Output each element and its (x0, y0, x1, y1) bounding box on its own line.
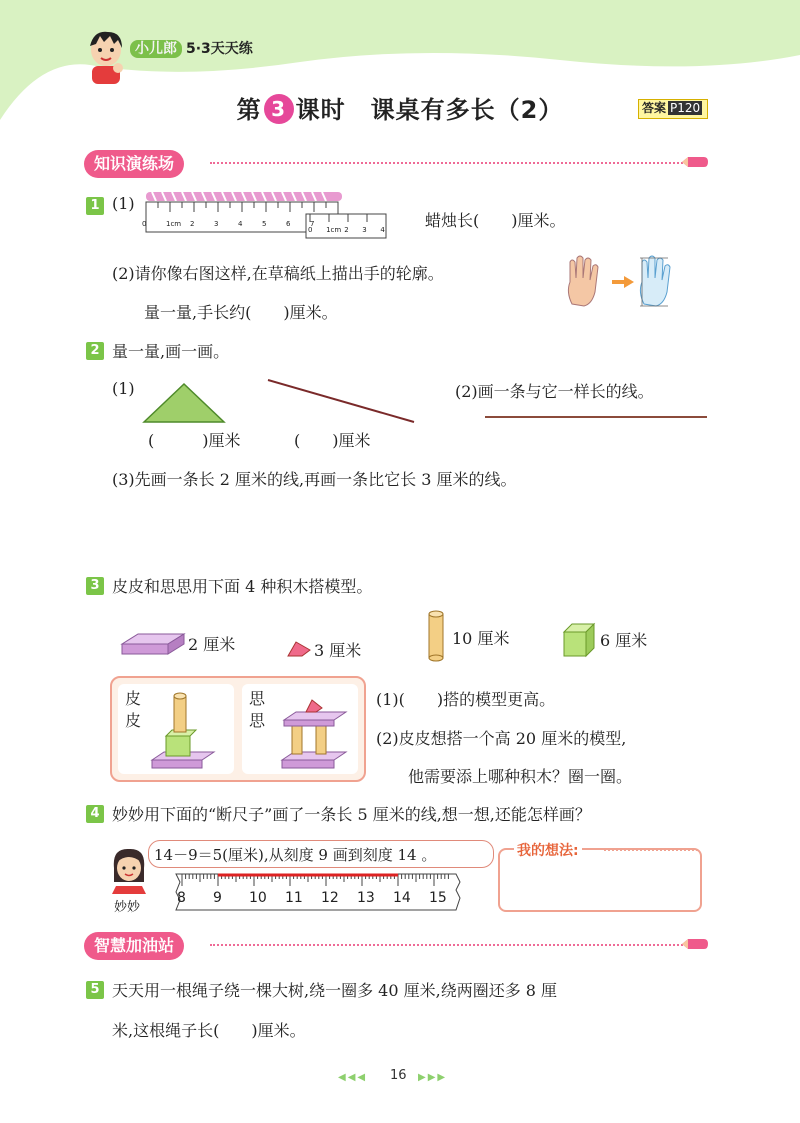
slanted-line-figure (266, 378, 416, 426)
q3-text: 皮皮和思思用下面 4 种积木搭模型。 (112, 577, 373, 596)
broken-ruler-tick: 12 (321, 890, 339, 906)
reference-line (485, 416, 707, 418)
pipi-model-figure (150, 690, 216, 772)
brand-logo: 小儿郎 (130, 40, 182, 58)
title-suffix: 课时 课桌有多长（2） (295, 96, 564, 124)
sisi-char: 思 (248, 711, 265, 730)
ruler2-tick: 1cm (326, 226, 342, 234)
pipi-label (124, 688, 142, 732)
brand (130, 38, 253, 58)
sisi-char: 思 (248, 689, 265, 708)
q3-sub1: (1)( )搭的模型更高。 (376, 690, 556, 709)
question-number-2: 2 (86, 342, 104, 360)
page-number: 16 (390, 1068, 407, 1083)
triangle-figure (142, 382, 226, 424)
q4-text: 妙妙用下面的“断尺子”画了一条长 5 厘米的线,想一想,还能怎样画？ (112, 805, 591, 824)
q1-part1-label: (1) (112, 194, 135, 213)
answer-label: 答案 (642, 101, 667, 115)
ruler2-tick: 2 (344, 226, 349, 234)
ruler1-tick: 7 (310, 220, 315, 228)
title-prefix: 第 (236, 96, 262, 124)
block3-label: 10 厘米 (452, 629, 510, 648)
right-arrows-icon: ▶▶▶ (418, 1072, 448, 1083)
q5-line2: 米,这根绳子长( )厘米。 (112, 1021, 306, 1040)
question-number-1: 1 (86, 197, 104, 215)
cube-block-icon (562, 622, 598, 658)
brand-text: 5·3天天练 (186, 41, 253, 57)
broken-ruler-tick: 11 (285, 890, 303, 906)
ruler1-tick: 6 (286, 220, 291, 228)
ruler1-tick: 4 (238, 220, 243, 228)
q2-part1-label: (1) (112, 379, 135, 398)
question-number-4: 4 (86, 805, 104, 823)
flat-block-icon (120, 630, 186, 658)
q3-sub2-line1: (2)皮皮想搭一个高 20 厘米的模型, (376, 729, 627, 748)
q2-blank2: ( )厘米 (294, 431, 371, 450)
block1-label: 2 厘米 (188, 635, 236, 654)
q2-part2-text: (2)画一条与它一样长的线。 (455, 382, 654, 401)
hand-outline-figure (562, 252, 672, 310)
sisi-label (248, 688, 266, 732)
girl-mascot-icon (108, 846, 150, 894)
pipi-char: 皮 (124, 711, 141, 730)
block4-label: 6 厘米 (600, 631, 648, 650)
ruler1-ticks (142, 220, 334, 228)
broken-ruler-tick: 10 (249, 890, 267, 906)
broken-ruler-tick: 15 (429, 890, 447, 906)
q1-part2-line1: (2)请你像右图这样,在草稿纸上描出手的轮廓。 (112, 264, 444, 283)
ruler2-tick: 4 (380, 226, 385, 234)
girl-name: 妙妙 (114, 900, 141, 915)
ruler1-tick: 0 (142, 220, 147, 228)
triangle-block-icon (286, 638, 312, 658)
ruler2-tick: 0 (308, 226, 313, 234)
answer-page: P120 (670, 101, 701, 115)
ruler2-tick: 3 (362, 226, 367, 234)
thoughts-divider (604, 849, 698, 851)
broken-ruler-tick: 13 (357, 890, 375, 906)
q2-blank1: ( )厘米 (148, 431, 241, 450)
section-practice: 知识演练场 (84, 150, 184, 178)
question-number-5: 5 (86, 981, 104, 999)
pencil-icon (682, 155, 708, 169)
broken-ruler-ticks (177, 890, 465, 906)
left-arrows-icon: ◀◀◀ (338, 1072, 368, 1083)
speech-bubble-text: 14－9＝5(厘米),从刻度 9 画到刻度 14 。 (154, 846, 437, 864)
question-number-3: 3 (86, 577, 104, 595)
lesson-number: 3 (264, 94, 294, 124)
boy-mascot-icon (84, 28, 128, 84)
ruler1-tick: 5 (262, 220, 267, 228)
ruler2-ticks (308, 226, 388, 234)
sisi-model-figure (280, 696, 350, 772)
section-wisdom: 智慧加油站 (84, 932, 184, 960)
broken-ruler-tick: 9 (213, 890, 222, 906)
ruler1-tick: 2 (190, 220, 195, 228)
q2-text: 量一量,画一画。 (112, 342, 230, 361)
q2-part3-text: (3)先画一条长 2 厘米的线,再画一条比它长 3 厘米的线。 (112, 470, 517, 489)
broken-ruler-tick: 14 (393, 890, 411, 906)
pipi-char: 皮 (124, 689, 141, 708)
ruler1-tick: 1cm (166, 220, 182, 228)
section-divider (210, 944, 686, 946)
q1-part2-line2: 量一量,手长约( )厘米。 (144, 303, 338, 322)
block2-label: 3 厘米 (314, 641, 362, 660)
my-thoughts-title: 我的想法: (514, 840, 582, 860)
q1-candle-text: 蜡烛长( )厘米。 (425, 211, 566, 230)
q3-sub2-line2: 他需要添上哪种积木？圈一圈。 (408, 767, 633, 786)
answer-badge (638, 99, 708, 119)
ruler1-tick: 3 (214, 220, 219, 228)
section-divider (210, 162, 686, 164)
q5-line1: 天天用一根绳子绕一棵大树,绕一圈多 40 厘米,绕两圈还多 8 厘 (112, 981, 558, 1000)
broken-ruler-tick: 8 (177, 890, 186, 906)
cylinder-block-icon (426, 610, 448, 662)
pencil-icon (682, 937, 708, 951)
